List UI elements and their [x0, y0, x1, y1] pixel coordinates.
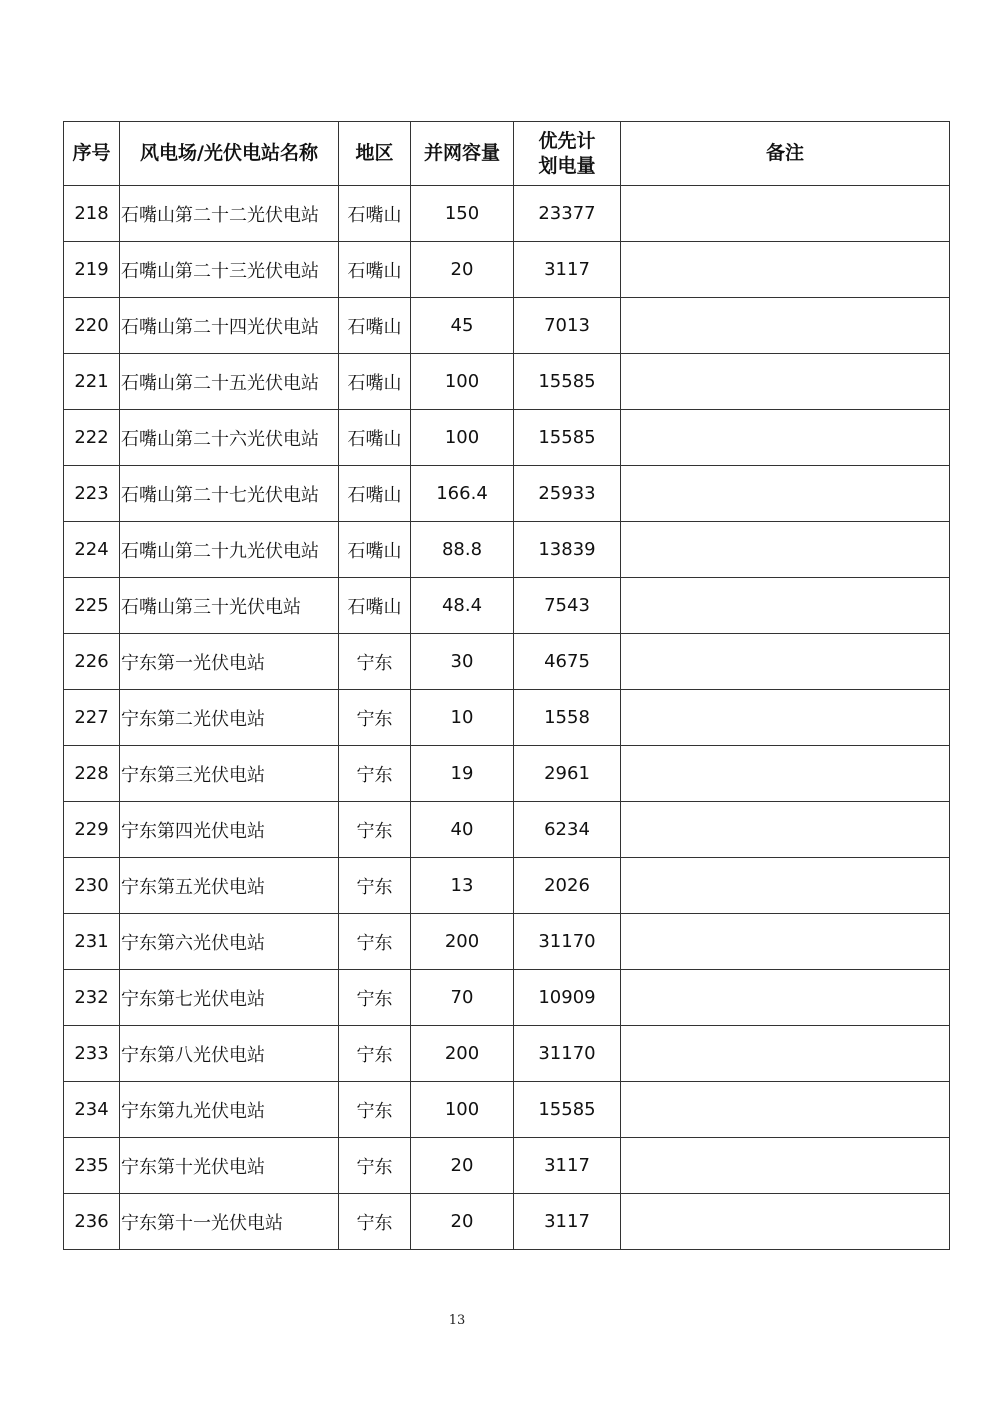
cell-area: 宁东 [339, 970, 411, 1026]
cell-station-name: 宁东第五光伏电站 [120, 858, 339, 914]
table-row [64, 298, 950, 354]
table-row [64, 410, 950, 466]
table-row [64, 578, 950, 634]
cell-area: 宁东 [339, 802, 411, 858]
cell-priority-plan-energy: 4675 [514, 634, 621, 690]
cell-serial-number: 229 [64, 802, 120, 858]
cell-area: 宁东 [339, 690, 411, 746]
cell-serial-number: 226 [64, 634, 120, 690]
cell-serial-number: 220 [64, 298, 120, 354]
table-body [64, 186, 950, 1250]
cell-station-name: 石嘴山第二十六光伏电站 [120, 410, 339, 466]
cell-station-name: 石嘴山第三十光伏电站 [120, 578, 339, 634]
table-row [64, 466, 950, 522]
cell-remarks [621, 914, 950, 970]
table-row [64, 1026, 950, 1082]
cell-remarks [621, 634, 950, 690]
cell-area: 宁东 [339, 746, 411, 802]
cell-serial-number: 218 [64, 186, 120, 242]
cell-station-name: 石嘴山第二十三光伏电站 [120, 242, 339, 298]
table-row [64, 746, 950, 802]
cell-area: 宁东 [339, 858, 411, 914]
table-row [64, 1138, 950, 1194]
cell-remarks [621, 354, 950, 410]
cell-station-name: 宁东第七光伏电站 [120, 970, 339, 1026]
cell-grid-capacity: 166.4 [411, 466, 514, 522]
cell-priority-plan-energy: 3117 [514, 242, 621, 298]
cell-remarks [621, 1026, 950, 1082]
cell-area: 宁东 [339, 1026, 411, 1082]
cell-serial-number: 224 [64, 522, 120, 578]
cell-remarks [621, 858, 950, 914]
cell-area: 石嘴山 [339, 410, 411, 466]
table-row [64, 690, 950, 746]
table-row [64, 354, 950, 410]
header-grid-capacity: 并网容量 [411, 122, 514, 186]
cell-station-name: 宁东第十光伏电站 [120, 1138, 339, 1194]
cell-grid-capacity: 45 [411, 298, 514, 354]
cell-station-name: 宁东第六光伏电站 [120, 914, 339, 970]
cell-priority-plan-energy: 7013 [514, 298, 621, 354]
cell-station-name: 石嘴山第二十二光伏电站 [120, 186, 339, 242]
cell-grid-capacity: 20 [411, 1194, 514, 1250]
cell-grid-capacity: 100 [411, 354, 514, 410]
cell-priority-plan-energy: 15585 [514, 354, 621, 410]
cell-serial-number: 232 [64, 970, 120, 1026]
page-number: 13 [448, 1313, 466, 1328]
cell-remarks [621, 522, 950, 578]
header-row [64, 122, 950, 186]
table-row [64, 522, 950, 578]
cell-area: 石嘴山 [339, 522, 411, 578]
cell-remarks [621, 802, 950, 858]
cell-priority-plan-energy: 31170 [514, 914, 621, 970]
cell-area: 宁东 [339, 634, 411, 690]
cell-remarks [621, 410, 950, 466]
cell-serial-number: 227 [64, 690, 120, 746]
cell-grid-capacity: 100 [411, 1082, 514, 1138]
cell-area: 宁东 [339, 914, 411, 970]
table-row [64, 858, 950, 914]
cell-grid-capacity: 13 [411, 858, 514, 914]
cell-serial-number: 234 [64, 1082, 120, 1138]
cell-remarks [621, 1194, 950, 1250]
table-row [64, 970, 950, 1026]
cell-grid-capacity: 100 [411, 410, 514, 466]
cell-priority-plan-energy: 10909 [514, 970, 621, 1026]
table-row [64, 186, 950, 242]
cell-priority-plan-energy: 25933 [514, 466, 621, 522]
cell-serial-number: 222 [64, 410, 120, 466]
header-area: 地区 [339, 122, 411, 186]
cell-priority-plan-energy: 7543 [514, 578, 621, 634]
table-row [64, 1194, 950, 1250]
cell-station-name: 宁东第二光伏电站 [120, 690, 339, 746]
cell-priority-plan-energy: 13839 [514, 522, 621, 578]
cell-area: 宁东 [339, 1082, 411, 1138]
cell-station-name: 石嘴山第二十四光伏电站 [120, 298, 339, 354]
cell-priority-plan-energy: 23377 [514, 186, 621, 242]
cell-serial-number: 233 [64, 1026, 120, 1082]
cell-grid-capacity: 88.8 [411, 522, 514, 578]
cell-priority-plan-energy: 3117 [514, 1194, 621, 1250]
cell-serial-number: 228 [64, 746, 120, 802]
cell-grid-capacity: 200 [411, 1026, 514, 1082]
cell-grid-capacity: 40 [411, 802, 514, 858]
cell-station-name: 宁东第九光伏电站 [120, 1082, 339, 1138]
cell-remarks [621, 186, 950, 242]
cell-remarks [621, 1138, 950, 1194]
cell-grid-capacity: 150 [411, 186, 514, 242]
cell-serial-number: 235 [64, 1138, 120, 1194]
cell-grid-capacity: 20 [411, 242, 514, 298]
cell-grid-capacity: 10 [411, 690, 514, 746]
cell-area: 宁东 [339, 1194, 411, 1250]
cell-station-name: 石嘴山第二十五光伏电站 [120, 354, 339, 410]
cell-station-name: 宁东第三光伏电站 [120, 746, 339, 802]
cell-grid-capacity: 48.4 [411, 578, 514, 634]
cell-station-name: 宁东第八光伏电站 [120, 1026, 339, 1082]
table-row [64, 634, 950, 690]
cell-remarks [621, 1082, 950, 1138]
header-remarks: 备注 [621, 122, 950, 186]
cell-remarks [621, 690, 950, 746]
cell-area: 石嘴山 [339, 186, 411, 242]
cell-grid-capacity: 19 [411, 746, 514, 802]
cell-serial-number: 236 [64, 1194, 120, 1250]
table-row [64, 1082, 950, 1138]
cell-serial-number: 230 [64, 858, 120, 914]
cell-grid-capacity: 20 [411, 1138, 514, 1194]
cell-serial-number: 219 [64, 242, 120, 298]
table-row [64, 242, 950, 298]
cell-priority-plan-energy: 2961 [514, 746, 621, 802]
cell-priority-plan-energy: 6234 [514, 802, 621, 858]
cell-station-name: 宁东第一光伏电站 [120, 634, 339, 690]
cell-area: 宁东 [339, 1138, 411, 1194]
cell-serial-number: 221 [64, 354, 120, 410]
cell-remarks [621, 746, 950, 802]
cell-area: 石嘴山 [339, 354, 411, 410]
cell-priority-plan-energy: 2026 [514, 858, 621, 914]
cell-remarks [621, 578, 950, 634]
cell-priority-plan-energy: 1558 [514, 690, 621, 746]
cell-station-name: 宁东第十一光伏电站 [120, 1194, 339, 1250]
table-header [64, 122, 950, 186]
cell-remarks [621, 466, 950, 522]
cell-remarks [621, 298, 950, 354]
cell-remarks [621, 970, 950, 1026]
header-priority-plan-energy [514, 122, 621, 186]
cell-area: 石嘴山 [339, 242, 411, 298]
header-station-name: 风电场/光伏电站名称 [120, 122, 339, 186]
cell-serial-number: 225 [64, 578, 120, 634]
table-row [64, 802, 950, 858]
cell-area: 石嘴山 [339, 466, 411, 522]
priority-plan-table [63, 121, 950, 1250]
header-serial-number: 序号 [64, 122, 120, 186]
cell-grid-capacity: 70 [411, 970, 514, 1026]
cell-priority-plan-energy: 31170 [514, 1026, 621, 1082]
cell-area: 石嘴山 [339, 298, 411, 354]
cell-grid-capacity: 200 [411, 914, 514, 970]
cell-station-name: 石嘴山第二十七光伏电站 [120, 466, 339, 522]
cell-remarks [621, 242, 950, 298]
cell-priority-plan-energy: 15585 [514, 1082, 621, 1138]
cell-serial-number: 223 [64, 466, 120, 522]
header-priority-plan-line1: 优先计 [538, 129, 596, 152]
header-priority-plan-line2: 划电量 [538, 154, 596, 177]
cell-area: 石嘴山 [339, 578, 411, 634]
cell-station-name: 宁东第四光伏电站 [120, 802, 339, 858]
table-row [64, 914, 950, 970]
cell-station-name: 石嘴山第二十九光伏电站 [120, 522, 339, 578]
cell-grid-capacity: 30 [411, 634, 514, 690]
cell-priority-plan-energy: 3117 [514, 1138, 621, 1194]
cell-priority-plan-energy: 15585 [514, 410, 621, 466]
cell-serial-number: 231 [64, 914, 120, 970]
